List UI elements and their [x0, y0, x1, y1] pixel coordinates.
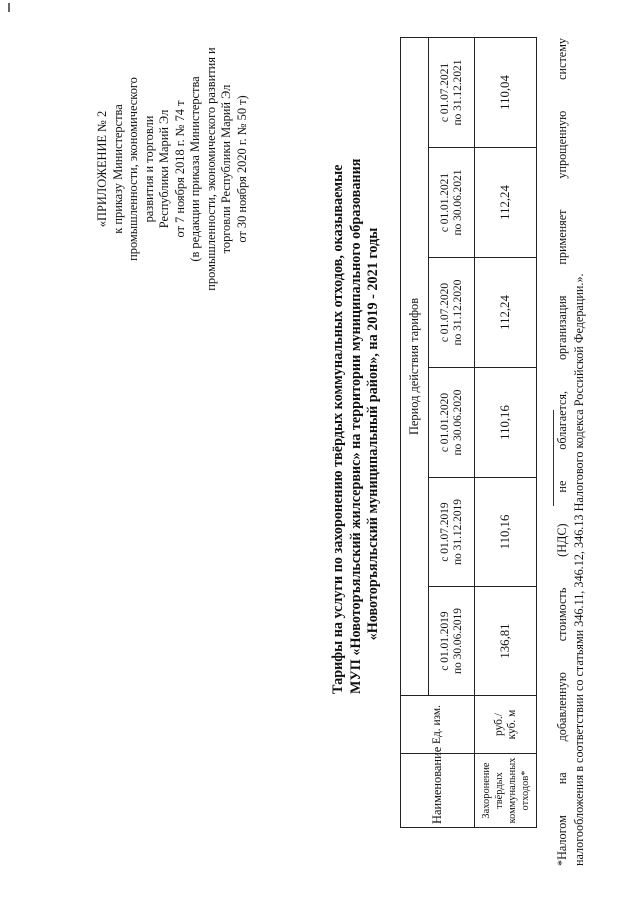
- tariff-value: 110,04: [475, 37, 537, 147]
- table-row: [475, 37, 537, 827]
- document-title: [330, 158, 383, 694]
- tariff-value: 110,16: [475, 478, 537, 587]
- appendix-line: развития и торговли: [141, 115, 156, 223]
- appendix-line: «ПРИЛОЖЕНИЕ № 2: [95, 110, 109, 228]
- row-name-line: отходов*: [519, 770, 531, 811]
- row-unit-line: руб./: [492, 713, 505, 736]
- header-name: Наименование: [401, 754, 475, 828]
- header-period: Период действия тарифов: [401, 37, 429, 695]
- appendix-line: промышленности, экономического развития и: [203, 47, 218, 291]
- period-to: по 30.06.2021: [451, 169, 464, 236]
- period-to: по 31.12.2021: [451, 59, 464, 126]
- footnote-line: налогообложения в соответствии со статьями 346.11, 346.12, 346.13 Налогового кодекса Российской Федерации.».: [571, 273, 586, 866]
- period-from: с 01.01.2020: [438, 392, 451, 453]
- appendix-line: Республики Марий Эл: [157, 109, 171, 229]
- period-header: [429, 368, 475, 478]
- period-header: [429, 587, 475, 696]
- row-name-line: Захоронение: [480, 762, 492, 819]
- row-name-line: твёрдых: [493, 772, 505, 809]
- appendix-line: (в редакции приказа Министерства: [188, 76, 202, 262]
- period-header: [429, 258, 475, 368]
- period-from: с 01.07.2019: [438, 502, 451, 562]
- header-unit: Ед. изм.: [401, 696, 475, 754]
- period-header: [429, 37, 475, 147]
- footnote: [554, 38, 587, 866]
- appendix-line: от 30 ноября 2020 г. № 50 т): [234, 95, 249, 243]
- period-header: [429, 478, 475, 587]
- period-from: с 01.07.2021: [438, 62, 451, 123]
- title-line: «Новоторъяльский муниципальный район», на 2019 - 2021 годы: [365, 227, 381, 641]
- footnote-line: *Налогом на добавленную стоимость (НДС) не облагается, организация применяет упрощенную систему: [555, 38, 569, 866]
- appendix-header: [95, 19, 250, 319]
- title-line: Тарифы на услуги по захоронению твёрдых коммунальных отходов, оказываемые: [330, 164, 346, 694]
- row-name-line: коммунальных: [506, 757, 518, 824]
- appendix-line: к приказу Министерства: [110, 104, 125, 234]
- tariff-value: 112,24: [475, 258, 537, 368]
- appendix-line: промышленности, экономического: [126, 77, 140, 261]
- period-from: с 01.01.2019: [438, 611, 451, 671]
- tariff-value: 110,16: [475, 368, 537, 478]
- period-to: по 30.06.2019: [451, 608, 464, 674]
- tariff-value: 112,24: [475, 148, 537, 258]
- period-to: по 31.12.2020: [451, 279, 464, 346]
- period-to: по 31.12.2019: [451, 499, 464, 565]
- period-from: с 01.01.2021: [438, 172, 451, 233]
- period-header: [429, 148, 475, 258]
- row-unit-line: куб. м: [505, 709, 518, 740]
- appendix-line: торговли Республики Марий Эл: [219, 84, 233, 254]
- title-line: МУП «Новоторъяльский жилсервис» на территории муниципального образования: [347, 158, 364, 694]
- tariff-value: 136,81: [475, 587, 537, 696]
- appendix-line: от 7 ноября 2018 г. № 74 т: [172, 100, 187, 238]
- row-name: [475, 754, 537, 828]
- row-unit: [475, 696, 537, 754]
- period-to: по 30.06.2020: [451, 389, 464, 456]
- period-from: с 01.07.2020: [438, 282, 451, 343]
- tariff-table: [400, 37, 537, 828]
